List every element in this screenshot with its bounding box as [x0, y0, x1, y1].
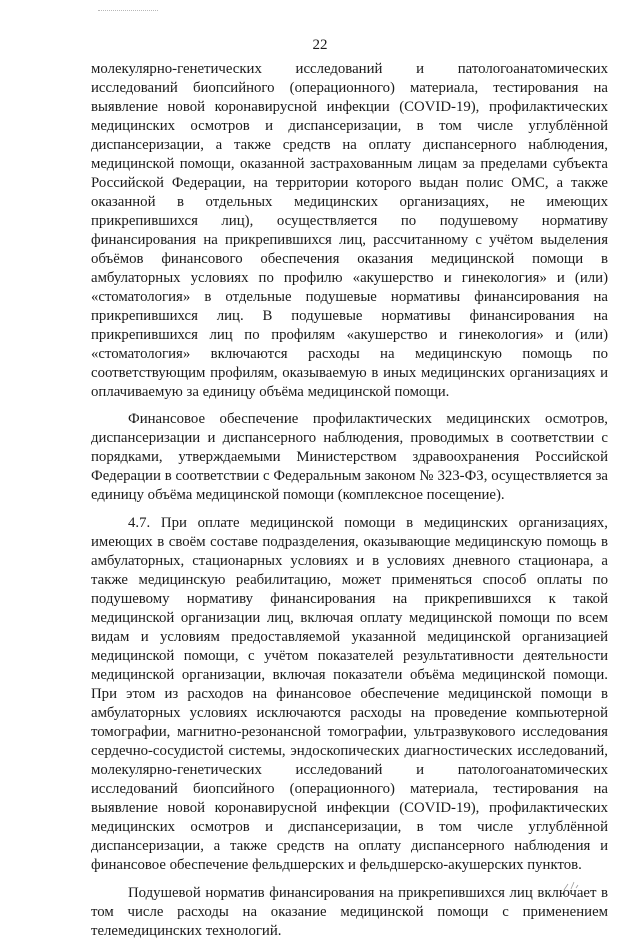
scan-artifact — [98, 10, 158, 13]
paragraph-continuation: молекулярно-генетических исследований и патологоанатомических исследований биопсийного (операционного) материала, тестирования на выявление новой коронавирусной инфекции (COVID-19), профилактических медицинских осмотров и диспансеризации, в том числе углублённой диспансеризации, а также средств на оплату диспансерного наблюдения, медицинской помощи, оказанной застрахованным лицам за пределами субъекта Российской Федерации, на территории которого выдан полис ОМС, а также оказанной в отдельных медицинских организациях, не имеющих прикрепившихся лиц), осуществляется по подушевому нормативу финансирования на прикрепившихся лиц, рассчитанному с учётом выделения объёмов финансового обеспечения оказания медицинской помощи в амбулаторных условиях по профилю «акушерство и гинекология» и (или) «стоматология» в отдельные подушевые нормативы финансирования на прикрепившихся лиц. В подушевые нормативы финансирования на прикрепившихся лиц по профилям «акушерство и гинекология» и (или) «стоматология» включаются расходы на медицинскую помощь по соответствующим профилям, оказываемую в иных медицинских организациях и оплачиваемую за единицу объёма медицинской помощи. — [91, 61, 608, 400]
paragraph-section-4-7: 4.7. При оплате медицинской помощи в медицинских организациях, имеющих в своём составе подразделения, оказывающие медицинскую помощь в амбулаторных, стационарных условиях и в условиях дневного стационара, а также медицинскую реабилитацию, может применяться способ оплаты по подушевому нормативу финансирования на прикрепившихся к такой медицинской организации лиц, включая оплату медицинской помощи по всем видам и условиям предоставляемой указанной медицинской организацией медицинской помощи, с учётом показателей результативности деятельности медицинской организации, включая показатели объёма медицинской помощи. При этом из расходов на финансовое обеспечение медицинской помощи в амбулаторных условиях исключаются расходы на проведение компьютерной томографии, магнитно-резонансной томографии, ультразвукового исследования сердечно-сосудистой системы, эндоскопических диагностических исследований, молекулярно-генетических исследований и патологоанатомических исследований биопсийного (операционного) материала, тестирования на выявление новой коронавирусной инфекции (COVID-19), профилактических медицинских осмотров и диспансеризации, в том числе углублённой диспансеризации, а также средств на оплату диспансерного наблюдения и финансовое обеспечение фельдшерских и фельдшерско-акушерских пунктов. — [91, 515, 608, 873]
paragraph-telemedicine: Подушевой норматив финансирования на прикрепившихся лиц включает в том числе расходы на оказание медицинской помощи с применением телемедицинских технологий. — [91, 885, 608, 939]
paragraph-financial-support: Финансовое обеспечение профилактических медицинских осмотров, диспансеризации и диспансерного наблюдения, проводимых в соответствии с порядками, утверждаемыми Министерством здравоохранения Российской Федерации в соответствии с Федеральным законом № 323-ФЗ, осуществляется за единицу объёма медицинской помощи (комплексное посещение). — [91, 411, 608, 503]
page-number: 22 — [312, 37, 328, 53]
document-body — [91, 60, 608, 941]
scan-artifact-corner — [562, 880, 580, 892]
